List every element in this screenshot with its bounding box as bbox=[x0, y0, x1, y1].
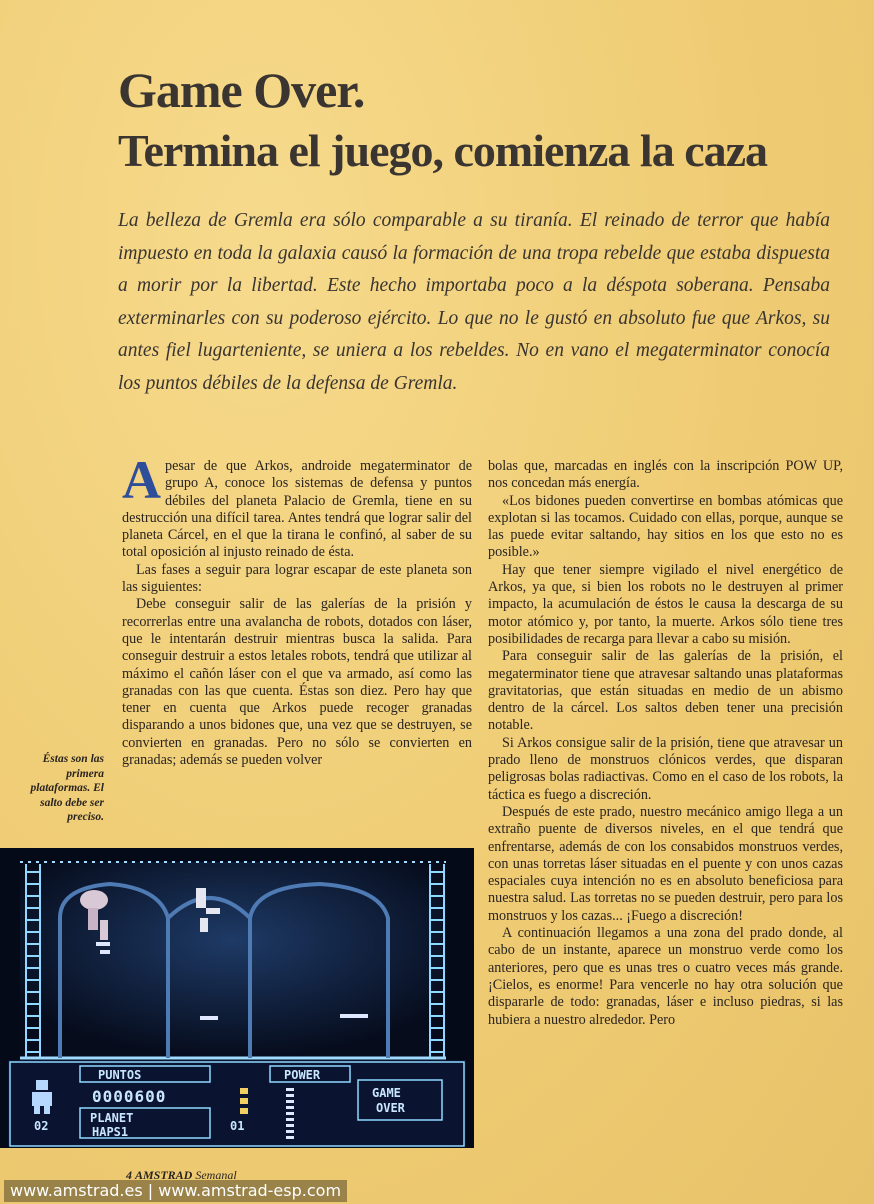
article-paragraph: Las fases a seguir para lograr escapar de este planeta son las siguientes: bbox=[122, 561, 472, 596]
play-area bbox=[20, 862, 446, 1058]
image-caption: Éstas son las primera plataformas. El salto debe ser preciso. bbox=[30, 753, 104, 823]
hud-planet-name: HAPS1 bbox=[92, 1125, 129, 1139]
article-title bbox=[118, 60, 848, 182]
grenade-icons bbox=[240, 1088, 248, 1114]
drop-cap: A bbox=[122, 450, 161, 510]
magazine-name: AMSTRAD bbox=[135, 1168, 193, 1182]
page-number: 4 bbox=[126, 1168, 132, 1182]
article-column-right bbox=[488, 458, 843, 1029]
intro-paragraph: La belleza de Gremla era sólo comparable a su tiranía. El reinado de terror que había impuesto en toda la galaxia causó la formación de una tropa rebelde que estaba dispuesta a morir por la libertad. Este hecho importaba poco a la déspota soberana. Pensaba exterminarles con su poderoso ejército. Lo que no le gustó en absoluto fue que Arkos, su antes fiel lugarteniente, se uniera a los rebeldes. No en vano el megaterminator conocía los puntos débiles de la defensa de Gremla. bbox=[118, 210, 830, 394]
hud-planet-label: PLANET bbox=[90, 1111, 134, 1125]
hud-game-over-1: GAME bbox=[372, 1086, 401, 1100]
paragraph-text: pesar de que Arkos, androide megaterminator de grupo A, conoce los sistemas de defensa y puntos débiles del planeta Palacio de Gremla, tiene en su destrucción una difícil tarea. Antes tendrá que lograr salir del planeta Cárcel, en el que la tirana le confinó, al saber de su total oposición al injusto reinado de ésta. bbox=[122, 458, 472, 561]
magazine-suffix: Semanal bbox=[195, 1168, 237, 1182]
hud-game-over-2: OVER bbox=[376, 1101, 405, 1115]
article-paragraph bbox=[122, 450, 472, 562]
hud-puntos-label: PUNTOS bbox=[98, 1068, 142, 1082]
article-paragraph: bolas que, marcadas en inglés con la inscripción POW UP, nos concedan más energía. bbox=[488, 458, 843, 492]
article-paragraph: A continuación llegamos a una zona del prado donde, al cabo de un instante, aparece un monstruo verde como los anteriores, pero que es unas tres o cuatro veces más grande. ¡Cielos, es enorme! Para vencerle no hay otra solución que dispararle de todo: granadas, láser e incluso piedras, si las hubiera a nuestro alrededor. Pero bbox=[488, 925, 843, 1028]
power-bar bbox=[286, 1088, 294, 1139]
article-paragraph: Después de este prado, nuestro mecánico amigo llega a un extraño puente de diversos niveles, en el que tendrá que enfrentarse, además de con los consabidos monstruos verdes, con unas torretas láser situadas en el puente y con unos cazas espaciales cuya intención no es en absoluto beneficiosa para nuestra salud. Las torretas no se pueden destruir, pero para los monstruos y los cazas... ¡Fuego a discreción! bbox=[488, 803, 843, 924]
title-line-1: Game Over. bbox=[118, 62, 365, 118]
source-watermark: www.amstrad.es | www.amstrad-esp.com bbox=[4, 1180, 347, 1202]
article-paragraph: Hay que tener siempre vigilado el nivel energético de Arkos, ya que, si bien los robots no le destruyen al primer impacto, la acumulación de éstos le causa la descarga de su motor atómico y, por tanto, la muerte. Arkos sólo tiene tres posibilidades de recarga para llevar a cabo su misión. bbox=[488, 561, 843, 647]
game-screenshot bbox=[0, 848, 474, 1148]
article-paragraph: «Los bidones pueden convertirse en bombas atómicas que explotan si las tocamos. Cuidado con ellas, porque, aunque se las puede evitar saltando, hay sitios en los que esto no es posible.» bbox=[488, 492, 843, 561]
hud-power-label: POWER bbox=[284, 1068, 321, 1082]
hud-grenades: 01 bbox=[230, 1119, 245, 1133]
article-column-left bbox=[122, 450, 472, 769]
article-paragraph: Debe conseguir salir de las galerías de la prisión y recorrerlas entre una avalancha de robots, dotados con láser, que le intentarán destruir mientras busca la salida. Para conseguir destruir a estos letales robots, tendrá que utilizar al máximo el cañón láser con el que va armado, así como las granadas con las que cuenta. Éstas son diez. Pero hay que tener en cuenta que Arkos puede recoger granadas disparando a unos bidones que, una vez que se destruyen, se convierten en granadas. Pero no sólo se convierten en granadas; además se pueden volver bbox=[122, 596, 472, 769]
hud-score: 0000600 bbox=[92, 1087, 167, 1106]
title-line-2: Termina el juego, comienza la caza bbox=[118, 125, 768, 176]
article-paragraph: Para conseguir salir de las galerías de la prisión, el megaterminator tiene que atravesar saltando unas plataformas gravitatorias, que están situadas en medio de un abismo dentro de la cárcel. Los saltos deben tener una precisión notable. bbox=[488, 648, 843, 734]
hud-lives: 02 bbox=[34, 1119, 49, 1133]
game-screen-graphic bbox=[0, 848, 474, 1148]
article-paragraph: Si Arkos consigue salir de la prisión, tiene que atravesar un prado lleno de monstruos clónicos verdes, que disparan peligrosas bolas radiactivas. Como en el caso de los robots, la táctica es fuego a discreción. bbox=[488, 734, 843, 803]
